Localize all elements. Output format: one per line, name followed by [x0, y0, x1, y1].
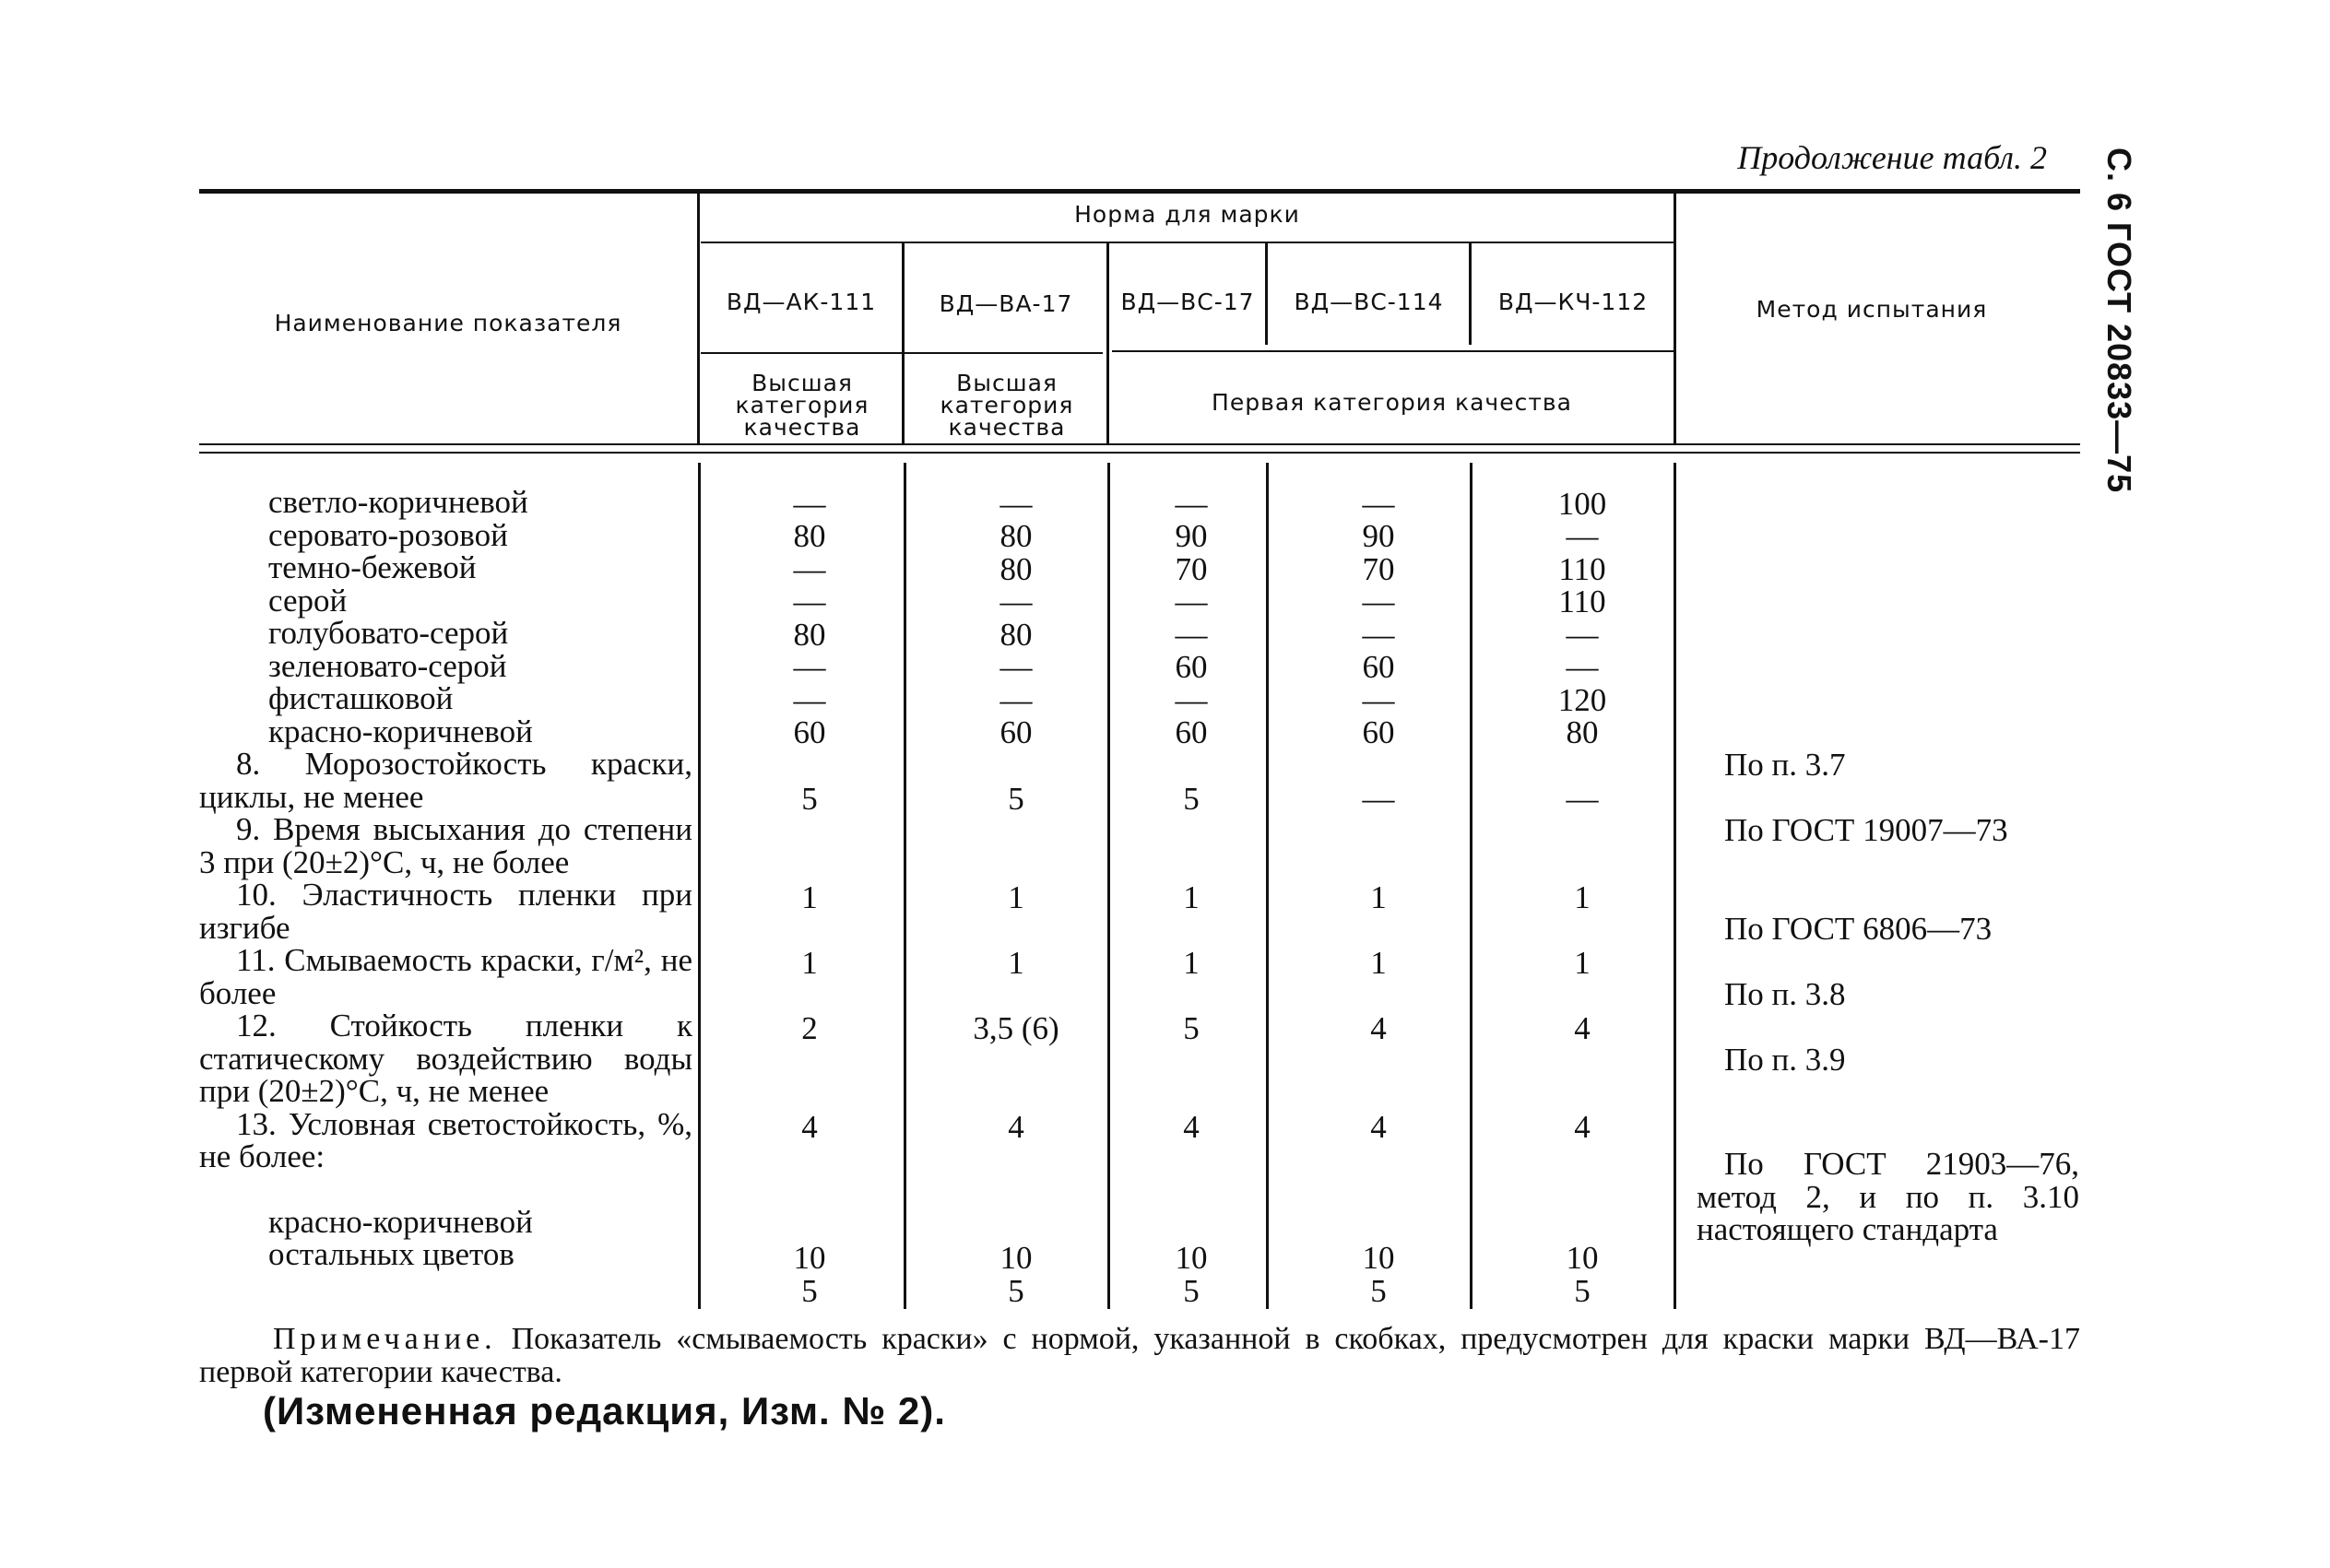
- note-text: Показатель «смываемость краски» с нормой, указанной в скобках, предусмотрен для краски марки ВД—ВА-17 первой категории качества.: [199, 1322, 2080, 1389]
- value-cell: 110: [1558, 584, 1606, 619]
- value-cell: —: [793, 486, 826, 522]
- header-mark-1: ВД—АК-111: [726, 289, 877, 315]
- row-name: красно-коричневой: [268, 713, 533, 749]
- value-cell: 10: [1362, 1240, 1395, 1276]
- row-name: серой: [268, 582, 348, 619]
- value-cell: 1: [801, 879, 818, 915]
- value-cell: 80: [999, 617, 1033, 653]
- row-name: зеленовато-серой: [268, 647, 507, 684]
- value-cell: 4: [1574, 1010, 1591, 1046]
- value-cell: 5: [1574, 1273, 1591, 1309]
- value-cell: —: [1566, 649, 1599, 685]
- value-cell: —: [1175, 486, 1208, 522]
- value-cell: 5: [801, 1273, 818, 1309]
- header-category-higher-2: Высшая категория качества: [940, 370, 1074, 441]
- value-cell: 3,5 (6): [973, 1010, 1059, 1046]
- value-cell: 60: [1362, 649, 1395, 685]
- value-cell: 60: [1362, 714, 1395, 750]
- value-cell: 4: [1370, 1010, 1387, 1046]
- value-cell: —: [1175, 682, 1208, 718]
- value-cell: 60: [793, 714, 826, 750]
- col-divider-method-body: [1674, 463, 1676, 1309]
- value-cell: 10: [793, 1240, 826, 1276]
- value-cell: 80: [793, 518, 826, 554]
- method-cell: По ГОСТ 21903—76, метод 2, и по п. 3.10 настоящего стандарта: [1697, 1146, 2079, 1247]
- value-cell: 4: [1008, 1109, 1024, 1145]
- header-category-higher-1: Высшая категория качества: [735, 370, 869, 441]
- value-cell: 5: [1183, 781, 1200, 817]
- row-name: 11. Смываемость краски, г/м², не более: [199, 942, 692, 1011]
- col-divider-name-body: [698, 463, 701, 1309]
- value-cell: 5: [1183, 1010, 1200, 1046]
- value-cell: 2: [801, 1010, 818, 1046]
- value-cell: 120: [1557, 682, 1607, 718]
- header-mark-4: ВД—ВС-114: [1294, 289, 1444, 315]
- header-bottom-rule-2: [199, 452, 2080, 454]
- col-divider-3: [1265, 243, 1268, 345]
- value-cell: 60: [1175, 649, 1208, 685]
- page-side-label: С. 6 ГОСТ 20833—75: [2100, 147, 2138, 494]
- value-cell: 4: [1183, 1109, 1200, 1145]
- value-cell: 60: [1175, 714, 1208, 750]
- norm-rule: [701, 242, 1674, 243]
- table-continuation: Продолжение табл. 2: [1737, 139, 2047, 176]
- value-cell: —: [793, 584, 826, 619]
- value-cell: —: [999, 682, 1033, 718]
- method-cell: По п. 3.8: [1724, 976, 1846, 1012]
- value-cell: —: [1362, 781, 1395, 817]
- value-cell: —: [1362, 486, 1395, 522]
- value-cell: 4: [1370, 1109, 1387, 1145]
- value-cell: 80: [793, 617, 826, 653]
- col-divider-name: [697, 194, 700, 444]
- row-name: 13. Условная светостойкость, %, не более:: [199, 1105, 692, 1174]
- header-name-column: Наименование показателя: [274, 310, 622, 336]
- value-cell: 70: [1175, 551, 1208, 587]
- marks-rule-2: [1112, 350, 1674, 352]
- value-cell: 1: [1183, 945, 1200, 981]
- value-cell: 1: [801, 945, 818, 981]
- method-cell: По ГОСТ 6806—73: [1724, 911, 1993, 947]
- value-cell: —: [793, 551, 826, 587]
- method-cell: По ГОСТ 19007—73: [1724, 812, 2008, 848]
- value-cell: 70: [1362, 551, 1395, 587]
- value-cell: 80: [999, 518, 1033, 554]
- value-cell: 5: [1183, 1273, 1200, 1309]
- value-cell: 10: [1566, 1240, 1599, 1276]
- header-bottom-rule-1: [199, 443, 2080, 445]
- value-cell: —: [999, 584, 1033, 619]
- row-name: красно-коричневой: [268, 1203, 533, 1240]
- header-method: Метод испытания: [1756, 296, 1988, 323]
- header-category-first: Первая категория качества: [1212, 389, 1572, 416]
- row-name: 8. Морозостойкость краски, циклы, не менее: [199, 746, 692, 815]
- header-mark-3: ВД—ВС-17: [1120, 289, 1255, 315]
- value-cell: —: [1566, 781, 1599, 817]
- header-mark-5: ВД—КЧ-112: [1497, 289, 1649, 315]
- col-divider-4: [1469, 243, 1472, 345]
- value-cell: —: [1566, 617, 1599, 653]
- row-name: серовато-розовой: [268, 516, 508, 553]
- header-mark-2: ВД—ВА-17: [939, 290, 1073, 317]
- note-lead: Примечание.: [273, 1322, 497, 1356]
- value-cell: 100: [1557, 486, 1607, 522]
- value-cell: —: [1175, 584, 1208, 619]
- value-cell: 110: [1558, 551, 1606, 587]
- value-cell: 80: [1566, 714, 1599, 750]
- col-divider-1-body: [904, 463, 906, 1309]
- value-cell: —: [1175, 617, 1208, 653]
- value-cell: 1: [1574, 945, 1591, 981]
- value-cell: —: [793, 682, 826, 718]
- value-cell: 60: [999, 714, 1033, 750]
- row-name: 9. Время высыхания до степени 3 при (20±2)°С, ч, не более: [199, 811, 692, 880]
- value-cell: 5: [1370, 1273, 1387, 1309]
- value-cell: —: [1362, 682, 1395, 718]
- method-cell: По п. 3.9: [1724, 1042, 1846, 1078]
- value-cell: 4: [801, 1109, 818, 1145]
- col-divider-1: [902, 243, 905, 444]
- name-column: [199, 486, 692, 1271]
- col-divider-2: [1106, 243, 1109, 444]
- value-cell: —: [999, 649, 1033, 685]
- row-name: остальных цветов: [268, 1236, 514, 1272]
- value-cell: 1: [1370, 879, 1387, 915]
- value-cell: 1: [1183, 879, 1200, 915]
- row-name: темно-бежевой: [268, 549, 477, 585]
- value-cell: 1: [1574, 879, 1591, 915]
- value-cell: 5: [1008, 1273, 1024, 1309]
- value-cell: 90: [1175, 518, 1208, 554]
- value-cell: 10: [1175, 1240, 1208, 1276]
- amendment-note: (Измененная редакция, Изм. № 2).: [263, 1389, 946, 1432]
- value-cell: 80: [999, 551, 1033, 587]
- row-name: 10. Эластичность пленки при изгибе: [199, 877, 692, 946]
- row-name: 12. Стойкость пленки к статическому воздействию воды при (20±2)°С, ч, не менее: [199, 1008, 692, 1109]
- table-top-rule: [199, 189, 2080, 194]
- value-cell: 10: [999, 1240, 1033, 1276]
- value-cell: 1: [1008, 879, 1024, 915]
- value-cell: 5: [1008, 781, 1024, 817]
- row-name: светло-коричневой: [268, 484, 528, 520]
- value-cell: —: [1362, 617, 1395, 653]
- value-cell: 4: [1574, 1109, 1591, 1145]
- col-divider-method: [1674, 194, 1676, 444]
- value-cell: —: [793, 649, 826, 685]
- method-cell: По п. 3.7: [1724, 747, 1846, 783]
- value-cell: 1: [1370, 945, 1387, 981]
- value-cell: —: [1566, 518, 1599, 554]
- value-cell: 90: [1362, 518, 1395, 554]
- table-note: [199, 1323, 2080, 1389]
- col-divider-4-body: [1470, 463, 1473, 1309]
- value-cell: —: [1362, 584, 1395, 619]
- value-cell: 5: [801, 781, 818, 817]
- value-cell: —: [999, 486, 1033, 522]
- row-name: голубовато-серой: [268, 615, 509, 651]
- header-norm: Норма для марки: [1074, 201, 1300, 228]
- row-name: фисташковой: [268, 680, 454, 716]
- value-cell: 1: [1008, 945, 1024, 981]
